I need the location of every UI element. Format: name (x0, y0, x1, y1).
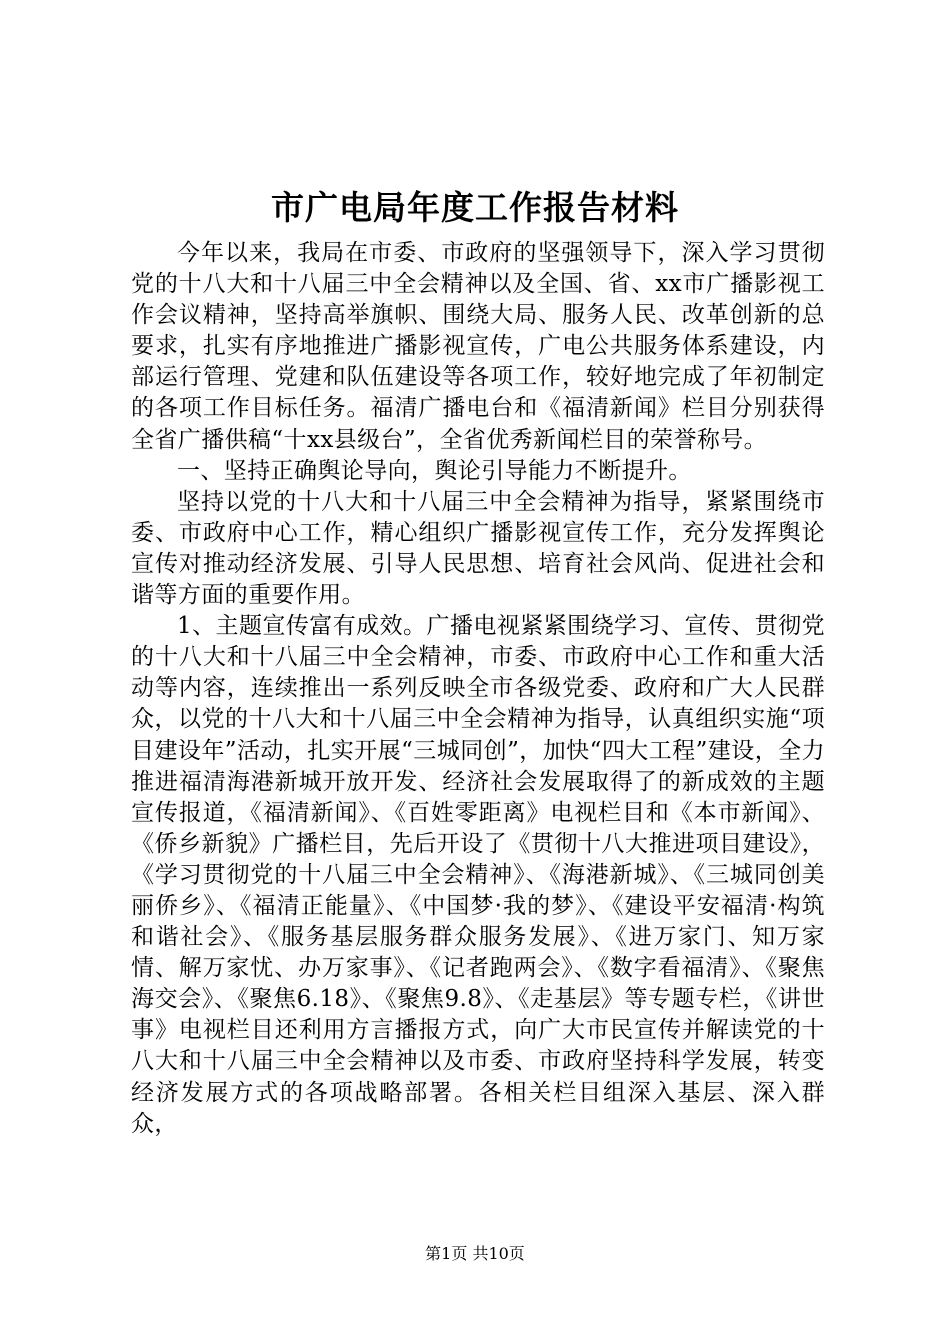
document-title: 市广电局年度工作报告材料 (271, 188, 679, 227)
paragraph-intro: 今年以来，我局在市委、市政府的坚强领导下，深入学习贯彻党的十八大和十八届三中全会精神以及全国、省、xx市广播影视工作会议精神，坚持高举旗帜、围绕大局、服务人民、改革创新的总要求，扎实有序地推进广播影视宣传，广电公共服务体系建设，内部运行管理、党建和队伍建设等各项工作，较好地完成了年初制定的各项工作目标任务。福清广播电台和《福清新闻》栏目分别获得全省广播供稿“十xx县级台”，全省优秀新闻栏目的荣誉称号。 (131, 240, 825, 453)
document-body (131, 238, 825, 1140)
paragraph-item-1: 1、主题宣传富有成效。广播电视紧紧围绕学习、宣传、贯彻党的十八大和十八届三中全会精神，市委、市政府中心工作和重大活动等内容，连续推出一系列反映全市各级党委、政府和广大人民群众，以党的十八大和十八届三中全会精神为指导，认真组织实施“项目建设年”活动，扎实开展“三城同创”，加快“四大工程”建设，全力推进福清海港新城开放开发、经济社会发展取得了的新成效的主题宣传报道，《福清新闻》、《百姓零距离》电视栏目和《本市新闻》、《侨乡新貌》广播栏目，先后开设了《贯彻十八大推进项目建设》，《学习贯彻党的十八届三中全会精神》、《海港新城》、《三城同创美丽侨乡》、《福清正能量》、《中国梦·我的梦》、《建设平安福清·构筑和谐社会》、《服务基层服务群众服务发展》、《进万家门、知万家情、解万家忧、办万家事》、《记者跑两会》、《数字看福清》、《聚焦海交会》、《聚焦6.18》、《聚焦9.8》、《走基层》等专题专栏，《讲世事》电视栏目还利用方言播报方式，向广大市民宣传并解读党的十八大和十八届三中全会精神以及市委、市政府坚持科学发展，转变经济发展方式的各项战略部署。各相关栏目组深入基层、深入群众， (131, 613, 825, 1137)
section-heading-1: 一、坚持正确舆论导向，舆论引导能力不断提升。 (177, 457, 692, 484)
paragraph-section-1: 坚持以党的十八大和十八届三中全会精神为指导，紧紧围绕市委、市政府中心工作，精心组织广播影视宣传工作，充分发挥舆论宣传对推动经济发展、引导人民思想、培育社会风尚、促进社会和谐等方面的重要作用。 (131, 488, 825, 609)
page-footer: 第1页 共10页 (425, 1244, 525, 1263)
